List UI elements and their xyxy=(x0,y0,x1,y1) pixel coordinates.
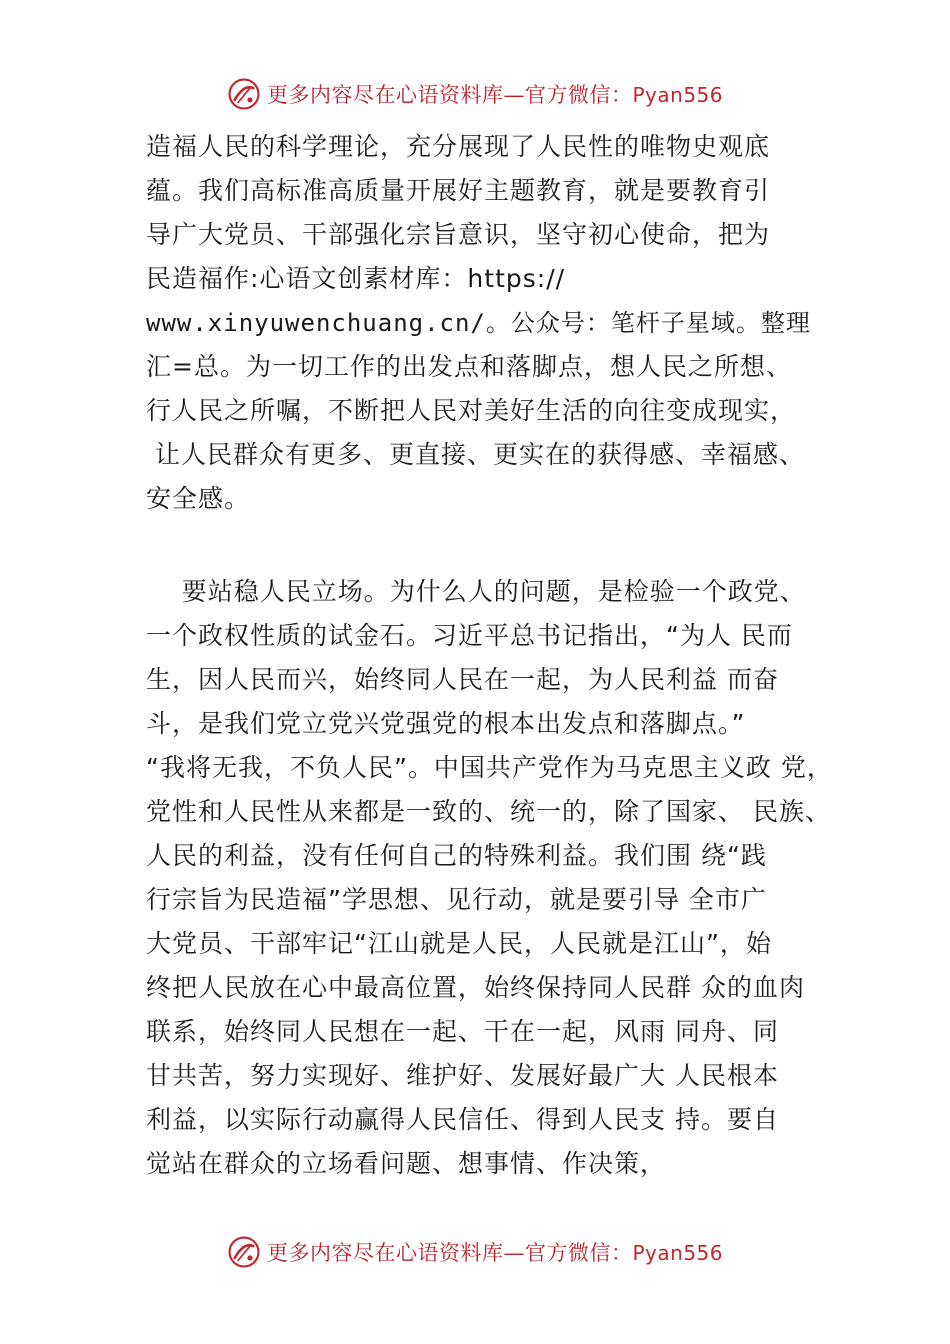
text-line: 生，因人民而兴，始终同人民在一起，为人民利益 而奋 xyxy=(146,665,779,694)
text-line: 造福人民的科学理论，充分展现了人民性的唯物史观底 xyxy=(146,132,771,161)
text-line: 民造福作:心语文创素材库：https:// xyxy=(146,264,566,293)
footer-banner xyxy=(0,1230,950,1274)
text-line: 要站稳人民立场。为什么人的问题，是检验一个政党、 xyxy=(146,577,806,606)
text-line: 蕴。我们高标准高质量开展好主题教育，就是要教育引 xyxy=(146,176,771,205)
text-line: 斗，是我们党立党兴党强党的根本出发点和落脚点。” xyxy=(146,709,746,738)
text-line: www.xinyuwenchuang.cn/。公众号：笔杆子星域。整理 xyxy=(146,309,811,337)
footer-banner-text: 更多内容尽在心语资料库—官方微信：Pyan556 xyxy=(266,1241,723,1265)
text-line: 利益，以实际行动赢得人民信任、得到人民支 持。要自 xyxy=(146,1105,779,1134)
text-line: 一个政权性质的试金石。习近平总书记指出，“为人 民而 xyxy=(146,621,793,650)
text-line: 汇=总。为一切工作的出发点和落脚点，想人民之所想、 xyxy=(146,352,792,381)
text-line: 行人民之所嘱，不断把人民对美好生活的向往变成现实， xyxy=(146,396,797,425)
text-line: 安全感。 xyxy=(146,484,251,513)
text-line: 党性和人民性从来都是一致的、统一的，除了国家、 民族、 xyxy=(146,797,831,826)
logo-icon xyxy=(227,77,261,111)
text-line: 终把人民放在心中最高位置，始终保持同人民群 众的血肉 xyxy=(146,973,805,1002)
text-line: 让人民群众有更多、更直接、更实在的获得感、幸福感、 xyxy=(146,440,805,469)
text-line: 大党员、干部牢记“江山就是人民，人民就是江山”，始 xyxy=(146,929,772,958)
header-wechat-id: Pyan556 xyxy=(632,83,723,107)
logo-icon xyxy=(227,1235,261,1269)
paragraph-1 xyxy=(146,125,846,521)
text-line: 导广大党员、干部强化宗旨意识，坚守初心使命，把为 xyxy=(146,220,771,249)
text-line: 人民的利益，没有任何自己的特殊利益。我们围 绕“践 xyxy=(146,841,767,870)
text-line: “我将无我，不负人民”。中国共产党作为马克思主义政 党， xyxy=(146,753,833,782)
paragraph-2 xyxy=(146,570,846,1186)
text-line: 甘共苦，努力实现好、维护好、发展好最广大 人民根本 xyxy=(146,1061,779,1090)
header-banner xyxy=(0,72,950,116)
header-banner-text: 更多内容尽在心语资料库—官方微信：Pyan556 xyxy=(266,83,723,107)
text-line: 联系，始终同人民想在一起、干在一起，风雨 同舟、同 xyxy=(146,1017,779,1046)
text-line: 行宗旨为民造福”学思想、见行动，就是要引导 全市广 xyxy=(146,885,767,914)
footer-wechat-id: Pyan556 xyxy=(632,1241,723,1265)
text-line: 觉站在群众的立场看问题、想事情、作决策， xyxy=(146,1149,667,1178)
